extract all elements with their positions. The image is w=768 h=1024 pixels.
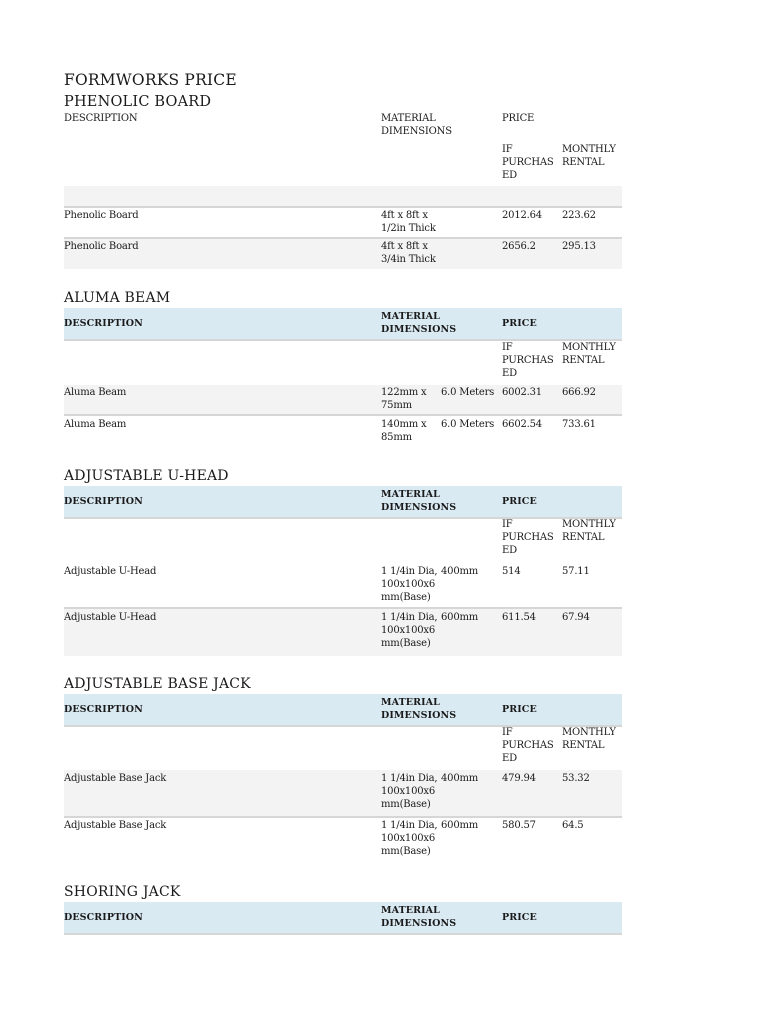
cell-dimensions: 1 1/4in Dia, 100x100x6 mm(Base) [381,566,438,603]
cell-description: Adjustable U-Head [64,566,157,577]
header-price: PRICE [502,912,537,923]
header-price: PRICE [502,318,537,329]
cell-purchase-price: 479.94 [502,773,536,784]
cell-length: 6.0 Meters [441,419,495,430]
table-header-band [64,308,622,339]
cell-monthly-rental: 67.94 [562,612,590,623]
header-material-dimensions: MATERIAL DIMENSIONS [381,113,452,137]
header-price: PRICE [502,496,537,507]
header-description: DESCRIPTION [64,496,143,507]
cell-purchase-price: 580.57 [502,820,536,831]
cell-description: Phenolic Board [64,241,139,252]
header-price: PRICE [502,113,535,124]
cell-description: Aluma Beam [64,387,127,398]
cell-purchase-price: 2012.64 [502,210,542,221]
header-if-purchased: IF PURCHAS ED [502,727,554,764]
table-spacer-row [64,186,622,206]
cell-purchase-price: 2656.2 [502,241,536,252]
header-material-dimensions: MATERIAL DIMENSIONS [381,489,457,513]
section-title-adjustable-u-head: ADJUSTABLE U-HEAD [64,468,229,484]
cell-length: 600mm [441,612,479,623]
cell-monthly-rental: 223.62 [562,210,596,221]
cell-monthly-rental: 733.61 [562,419,596,430]
section-title-phenolic-board: PHENOLIC BOARD [64,94,212,110]
row-divider [64,206,622,208]
header-if-purchased: IF PURCHAS ED [502,519,554,556]
header-description: DESCRIPTION [64,912,143,923]
header-if-purchased: IF PURCHAS ED [502,342,554,379]
cell-purchase-price: 6002.31 [502,387,542,398]
section-title-aluma-beam: ALUMA BEAM [64,290,171,306]
header-monthly-rental: MONTHLY RENTAL [562,519,616,543]
row-divider [64,816,622,818]
cell-length: 400mm [441,566,479,577]
row-shade [64,239,622,269]
header-if-purchased: IF PURCHAS ED [502,144,554,181]
cell-monthly-rental: 64.5 [562,820,584,831]
header-monthly-rental: MONTHLY RENTAL [562,342,616,366]
cell-description: Adjustable U-Head [64,612,157,623]
cell-length: 400mm [441,773,479,784]
header-monthly-rental: MONTHLY RENTAL [562,144,616,168]
cell-description: Aluma Beam [64,419,127,430]
document-title: FORMWORKS PRICE [64,71,237,89]
cell-dimensions: 140mm x 85mm [381,419,427,443]
header-description: DESCRIPTION [64,318,143,329]
cell-monthly-rental: 666.92 [562,387,596,398]
row-divider [64,933,622,935]
cell-purchase-price: 611.54 [502,612,536,623]
cell-description: Adjustable Base Jack [64,773,167,784]
cell-description: Adjustable Base Jack [64,820,167,831]
header-material-dimensions: MATERIAL DIMENSIONS [381,697,457,721]
cell-purchase-price: 514 [502,566,521,577]
cell-dimensions: 4ft x 8ft x 3/4in Thick [381,241,436,265]
cell-monthly-rental: 53.32 [562,773,590,784]
cell-monthly-rental: 295.13 [562,241,596,252]
table-header-band [64,486,622,517]
header-description: DESCRIPTION [64,704,143,715]
header-material-dimensions: MATERIAL DIMENSIONS [381,311,457,335]
section-title-adjustable-base-jack: ADJUSTABLE BASE JACK [64,676,251,692]
cell-dimensions: 1 1/4in Dia, 100x100x6 mm(Base) [381,820,438,857]
cell-purchase-price: 6602.54 [502,419,542,430]
cell-length: 600mm [441,820,479,831]
row-divider [64,414,622,416]
header-price: PRICE [502,704,537,715]
table-header-band [64,902,622,933]
header-material-dimensions: MATERIAL DIMENSIONS [381,905,457,929]
section-title-shoring-jack: SHORING JACK [64,884,181,900]
cell-dimensions: 4ft x 8ft x 1/2in Thick [381,210,436,234]
cell-dimensions: 122mm x 75mm [381,387,427,411]
cell-description: Phenolic Board [64,210,139,221]
table-header-band [64,694,622,725]
cell-dimensions: 1 1/4in Dia, 100x100x6 mm(Base) [381,612,438,649]
cell-monthly-rental: 57.11 [562,566,590,577]
header-monthly-rental: MONTHLY RENTAL [562,727,616,751]
cell-length: 6.0 Meters [441,387,495,398]
cell-dimensions: 1 1/4in Dia, 100x100x6 mm(Base) [381,773,438,810]
header-description: DESCRIPTION [64,113,138,124]
